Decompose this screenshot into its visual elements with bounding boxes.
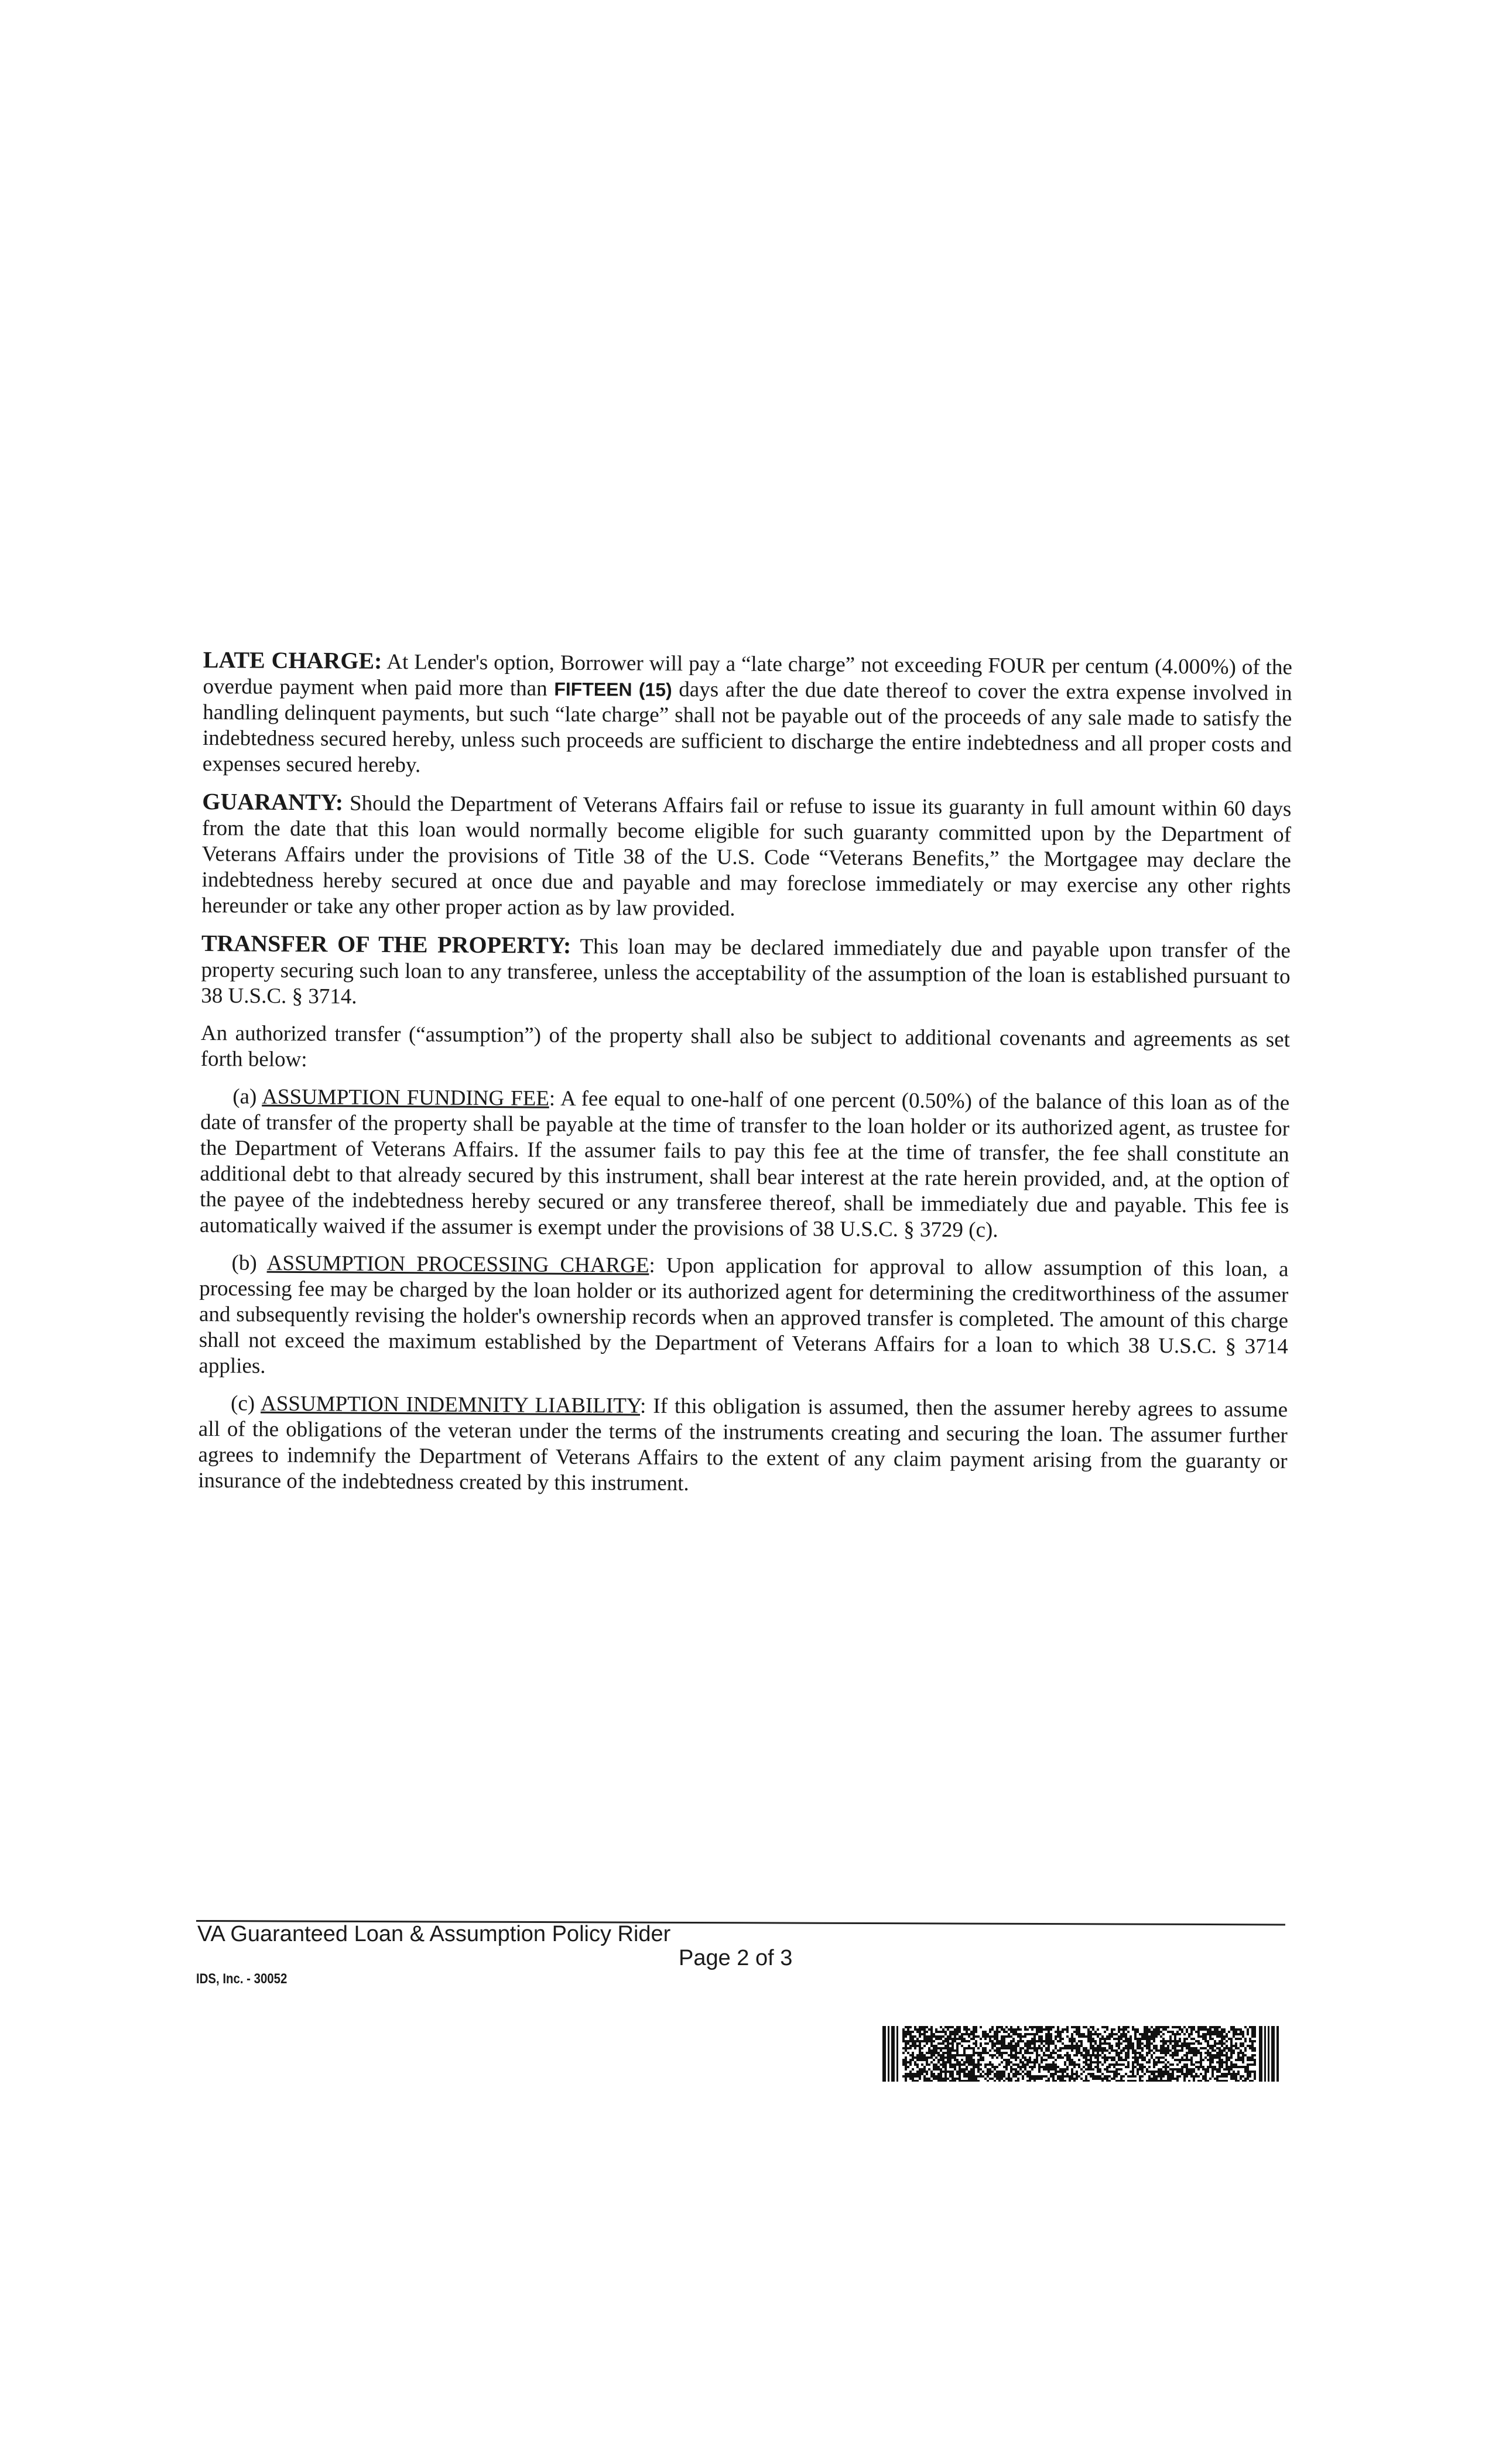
late-charge-days: FIFTEEN (15) xyxy=(554,678,672,700)
guaranty-heading: GUARANTY: xyxy=(202,788,344,816)
funding-fee-prefix: (a) xyxy=(232,1084,262,1109)
rider-body xyxy=(198,647,1292,1512)
indemnity-paragraph xyxy=(198,1391,1288,1500)
processing-charge-label: ASSUMPTION PROCESSING CHARGE xyxy=(266,1251,649,1278)
page-number: Page 2 of 3 xyxy=(679,1946,793,1970)
indemnity-text: : If this obligation is assumed, then the assumer hereby agrees to assume all of the obligations of the veteran under the terms of the instruments creating and securing the loan. The assumer further agrees to indemnify the Department of Veterans Affairs to the extent of any claim payment arising from the guaranty or insurance of the indebtedness created by this instrument. xyxy=(198,1394,1288,1496)
processing-charge-text: : Upon application for approval to allow assumption of this loan, a processing fee may be charged by the loan holder or its authorized agent for determining the creditworthiness of the assumer and subsequently revising the holder's ownership records when an approved transfer is completed. The amount of this charge shall not exceed the maximum established by the Department of Veterans Affairs for a loan to which 38 U.S.C. § 3714 applies. xyxy=(199,1253,1289,1378)
processing-charge-paragraph xyxy=(199,1250,1288,1385)
transfer-text: This loan may be declared immediately due and payable upon transfer of the property securing such loan to any transferee, unless the acceptability of the assumption of the loan is established pursuant to 38 U.S.C. § 3714. xyxy=(201,934,1291,1009)
late-charge-text-1: At Lender's option, Borrower will pay a “late charge” not exceeding FOUR per centum (4.000%) of the overdue payment when paid more than xyxy=(203,649,1292,701)
transfer-heading: TRANSFER OF THE PROPERTY: xyxy=(201,929,571,959)
guaranty-paragraph xyxy=(201,789,1291,925)
transfer-paragraph xyxy=(201,930,1291,1015)
late-charge-heading: LATE CHARGE: xyxy=(203,646,382,674)
indemnity-prefix: (c) xyxy=(230,1391,261,1416)
guaranty-text: Should the Department of Veterans Affairs fail or refuse to issue its guaranty in full amount within 60 days from the date that this loan would normally become eligible for such guaranty committed upon by the Department of Veterans Affairs under the provisions of Title 38 of the U.S. Code “Veterans Benefits,” the Mortgagee may declare the indebtedness hereby secured at once due and payable and may foreclose immediately or may exercise any other rights hereunder or take any other proper action as by law provided. xyxy=(201,791,1292,921)
funding-fee-text: : A fee equal to one-half of one percent (0.50%) of the balance of this loan as of the date of transfer of the property shall be payable at the time of transfer to the loan holder or its authorized agent, as trustee for the Department of Veterans Affairs. If the assumer fails to pay this fee at the time of transfer, the fee shall constitute an additional debt to that already secured by this instrument, shall bear interest at the rate herein provided, and, at the option of the payee of the indebtedness hereby secured or any transferee thereof, shall be immediately due and payable. This fee is automatically waived if the assumer is exempt under the provisions of 38 U.S.C. § 3729 (c). xyxy=(199,1086,1290,1243)
funding-fee-paragraph xyxy=(200,1084,1290,1245)
late-charge-text-2: days after the due date thereof to cover the extra expense involved in handling delinquent payments, but such “late charge” shall not be payable out of the proceeds of any sale made to satisfy the indebtedness secured hereby, unless such proceeds are sufficient to discharge the entire indebtedness and all proper costs and expenses secured hereby. xyxy=(202,677,1292,778)
form-id: IDS, Inc. - 30052 xyxy=(196,1971,288,1987)
barcode-image xyxy=(882,2026,1279,2082)
indemnity-label: ASSUMPTION INDEMNITY LIABILITY xyxy=(260,1391,641,1418)
footer-title: VA Guaranteed Loan & Assumption Policy Rider xyxy=(197,1922,671,1946)
processing-charge-prefix: (b) xyxy=(231,1251,267,1275)
late-charge-paragraph xyxy=(203,647,1292,783)
authorized-transfer-paragraph: An authorized transfer (“assumption”) of the property shall also be subject to additional covenants and agreements as set forth below: xyxy=(200,1021,1291,1072)
funding-fee-label: ASSUMPTION FUNDING FEE xyxy=(262,1084,550,1111)
